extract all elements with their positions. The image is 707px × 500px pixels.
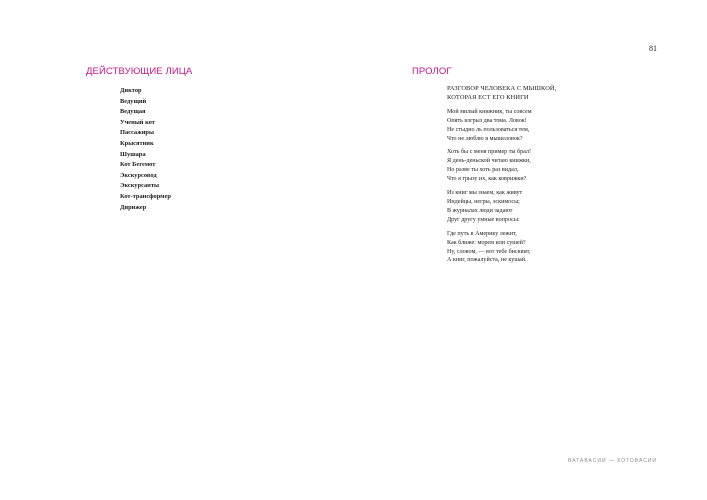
cast-member: Кот Бегемот (120, 161, 156, 169)
poem-line: Хоть бы с меня пример ты брал! (447, 149, 531, 156)
cast-member: Экскурсанты (120, 182, 159, 190)
prologue-heading: ПРОЛОГ (412, 66, 452, 77)
cast-member: Ведущая (120, 108, 146, 116)
cast-member: Крысятник (120, 139, 154, 147)
cast-heading: ДЕЙСТВУЮЩИЕ ЛИЦА (86, 66, 193, 77)
poem-line: Опять изгрыз два тома. Ловок! (447, 117, 527, 124)
stanza (447, 148, 617, 184)
poem-line: Из книг мы знаем, как живут (447, 190, 523, 197)
prologue-title-line: РАЗГОВОР ЧЕЛОВЕКА С МЫШКОЙ, (447, 85, 557, 92)
cast-member: Пассажиры (120, 129, 154, 137)
cast-member: Дирижер (120, 203, 147, 211)
poem (447, 108, 617, 266)
cast-member: Ведущий (120, 97, 147, 105)
poem-line: В журналах люди задают (447, 207, 513, 214)
poem-line: Ну, словом, — вот тебе бисквит, (447, 248, 531, 255)
cast-member: Шушара (120, 150, 146, 158)
poem-line: Где путь в Америку лежит, (447, 230, 517, 237)
poem-line: Друг другу умные вопросы: (447, 216, 520, 223)
poem-line: А книг, пожалуйста, не кушай. (447, 257, 527, 264)
poem-line: Что не люблю я мышеловок? (447, 135, 523, 142)
poem-line: Как ближе: морем или сушей? (447, 239, 526, 246)
running-footer: ВАТАВАСИИ — КОТОВАСИИ (568, 458, 657, 464)
poem-line: Но разве ты хоть раз видал, (447, 167, 519, 174)
poem-line: Мой милый книжник, ты совсем (447, 108, 532, 115)
page-number: 81 (649, 44, 657, 53)
stanza (447, 230, 617, 266)
prologue-title (447, 84, 617, 103)
stanza (447, 189, 617, 225)
poem-line: Что я грызу их, как коврижки? (447, 176, 527, 183)
cast-member: Диктор (120, 87, 142, 94)
cast-member: Экскурсовод (120, 171, 157, 179)
poem-line: Я день-деньской читаю книжки, (447, 158, 531, 165)
cast-list (120, 86, 171, 213)
poem-line: Индейцы, негры, эскимосы; (447, 198, 520, 205)
prologue-text (447, 84, 617, 270)
prologue-title-line: КОТОРАЯ ЕСТ ЕГО КНИГИ (447, 94, 529, 102)
cast-member: Кот-трансформер (120, 192, 171, 200)
poem-line: Не стыдно ль пользоваться тем, (447, 126, 530, 133)
stanza (447, 108, 617, 144)
cast-member: Ученый кот (120, 118, 155, 126)
